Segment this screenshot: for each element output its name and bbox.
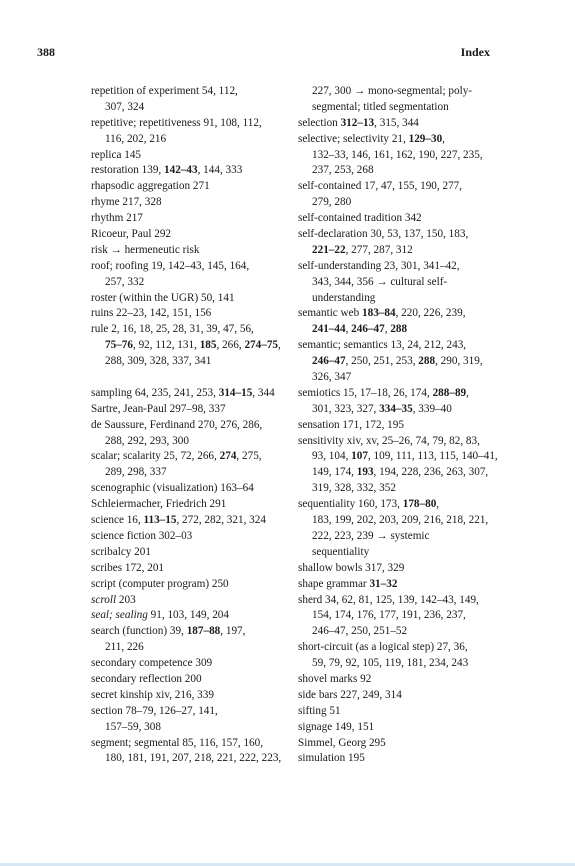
index-line: understanding	[312, 291, 376, 304]
index-line: repetitive; repetitiveness 91, 108, 112,	[91, 116, 262, 129]
index-line: shovel marks 92	[298, 672, 372, 685]
index-line: shallow bowls 317, 329	[298, 561, 405, 574]
index-line: science 16, 113–15, 272, 282, 321, 324	[91, 514, 266, 527]
page-number: 388	[37, 45, 55, 59]
index-line: 241–44, 246–47, 288	[312, 323, 408, 336]
index-line: self-contained 17, 47, 155, 190, 277,	[298, 180, 463, 193]
index-line: repetition of experiment 54, 112,	[91, 85, 238, 97]
index-line: 246–47, 250, 251–52	[312, 625, 408, 638]
index-line: segmental; titled segmentation	[312, 100, 449, 113]
index-line: 154, 174, 176, 177, 191, 236, 237,	[312, 609, 466, 622]
index-line: 289, 298, 337	[105, 466, 167, 479]
index-column-right	[298, 84, 498, 767]
index-line: secondary reflection 200	[91, 672, 202, 685]
index-line: 221–22, 277, 287, 312	[312, 243, 413, 256]
index-line: sifting 51	[298, 704, 341, 717]
index-line: science fiction 302–03	[91, 529, 193, 542]
index-line: rhythm 217	[91, 212, 143, 225]
index-line: 326, 347	[312, 371, 352, 384]
index-line: 149, 174, 193, 194, 228, 236, 263, 307,	[312, 466, 489, 479]
index-line: segment; segmental 85, 116, 157, 160,	[91, 736, 264, 749]
index-line: scribes 172, 201	[91, 561, 165, 574]
index-line: roster (within the UGR) 50, 141	[91, 291, 235, 304]
index-line: sequentiality 160, 173, 178–80,	[298, 498, 440, 511]
index-line: Ricoeur, Paul 292	[91, 228, 172, 241]
index-line: sensitivity xiv, xv, 25–26, 74, 79, 82, 83,	[298, 434, 480, 447]
index-line: 59, 79, 92, 105, 119, 181, 234, 243	[312, 657, 469, 670]
index-line: Simmel, Georg 295	[298, 736, 386, 749]
index-line: shape grammar 31–32	[298, 577, 398, 590]
index-line: script (computer program) 250	[91, 577, 229, 590]
running-header-title: Index	[460, 45, 490, 59]
index-line: sequentiality	[312, 545, 370, 558]
index-line: 116, 202, 216	[105, 132, 167, 145]
index-line: 307, 324	[105, 100, 145, 113]
index-line: search (function) 39, 187–88, 197,	[91, 625, 246, 638]
index-line: sherd 34, 62, 81, 125, 139, 142–43, 149,	[298, 593, 479, 606]
index-line: ruins 22–23, 142, 151, 156	[91, 307, 212, 320]
index-column-left	[91, 84, 291, 767]
index-line: 93, 104, 107, 109, 111, 113, 115, 140–41,	[312, 450, 498, 463]
index-line: roof; roofing 19, 142–43, 145, 164,	[91, 259, 250, 272]
index-line: self-understanding 23, 301, 341–42,	[298, 259, 460, 272]
index-line: section 78–79, 126–27, 141,	[91, 704, 218, 717]
index-line: sampling 64, 235, 241, 253, 314–15, 344	[91, 386, 275, 399]
index-line: self-declaration 30, 53, 137, 150, 183,	[298, 228, 469, 241]
index-line: semiotics 15, 17–18, 26, 174, 288–89,	[298, 386, 469, 399]
index-line: 279, 280	[312, 196, 352, 209]
index-line: 157–59, 308	[105, 720, 161, 733]
index-line: 343, 344, 356 → cultural self-	[312, 275, 448, 288]
index-line: selective; selectivity 21, 129–30,	[298, 132, 445, 145]
index-line: rhapsodic aggregation 271	[91, 180, 210, 193]
index-line: semantic; semantics 13, 24, 212, 243,	[298, 339, 467, 352]
index-line: rule 2, 16, 18, 25, 28, 31, 39, 47, 56,	[91, 323, 254, 336]
index-line: 301, 323, 327, 334–35, 339–40	[312, 402, 452, 415]
index-line: 288, 309, 328, 337, 341	[105, 355, 212, 368]
index-line: secret kinship xiv, 216, 339	[91, 688, 214, 701]
index-line: rhyme 217, 328	[91, 196, 162, 209]
index-line: replica 145	[91, 148, 142, 161]
index-line: 183, 199, 202, 203, 209, 216, 218, 221,	[312, 514, 489, 527]
index-line: semantic web 183–84, 220, 226, 239,	[298, 307, 466, 320]
index-line: scalar; scalarity 25, 72, 266, 274, 275,	[91, 450, 262, 463]
index-line: short-circuit (as a logical step) 27, 36,	[298, 641, 468, 654]
index-line: self-contained tradition 342	[298, 212, 422, 225]
index-line: 75–76, 92, 112, 131, 185, 266, 274–75,	[105, 339, 281, 352]
index-line: secondary competence 309	[91, 657, 213, 670]
index-line: 257, 332	[105, 275, 145, 288]
index-gap	[91, 370, 291, 386]
index-line: restoration 139, 142–43, 144, 333	[91, 164, 243, 177]
index-line: selection 312–13, 315, 344	[298, 116, 419, 129]
index-line: scroll 203	[91, 593, 136, 606]
index-line: 222, 223, 239 → systemic	[312, 529, 430, 542]
index-line: 180, 181, 191, 207, 218, 221, 222, 223,	[105, 752, 282, 765]
index-line: 237, 253, 268	[312, 164, 374, 177]
index-line: sensation 171, 172, 195	[298, 418, 404, 431]
index-line: Schleiermacher, Friedrich 291	[91, 498, 227, 511]
index-line: side bars 227, 249, 314	[298, 688, 402, 701]
index-line: risk → hermeneutic risk	[91, 243, 200, 256]
index-line: 288, 292, 293, 300	[105, 434, 189, 447]
index-line: Sartre, Jean-Paul 297–98, 337	[91, 402, 226, 415]
index-line: 319, 328, 332, 352	[312, 482, 396, 495]
index-line: 246–47, 250, 251, 253, 288, 290, 319,	[312, 355, 483, 368]
index-line: 227, 300 → mono-segmental; poly-	[312, 85, 473, 97]
index-line: de Saussure, Ferdinand 270, 276, 286,	[91, 418, 263, 431]
index-line: 132–33, 146, 161, 162, 190, 227, 235,	[312, 148, 483, 161]
index-line: simulation 195	[298, 752, 365, 765]
index-line: scribalcy 201	[91, 545, 151, 558]
index-line: 211, 226	[105, 641, 144, 654]
index-line: scenographic (visualization) 163–64	[91, 482, 254, 495]
index-line: seal; sealing 91, 103, 149, 204	[91, 609, 229, 622]
index-line: signage 149, 151	[298, 720, 375, 733]
